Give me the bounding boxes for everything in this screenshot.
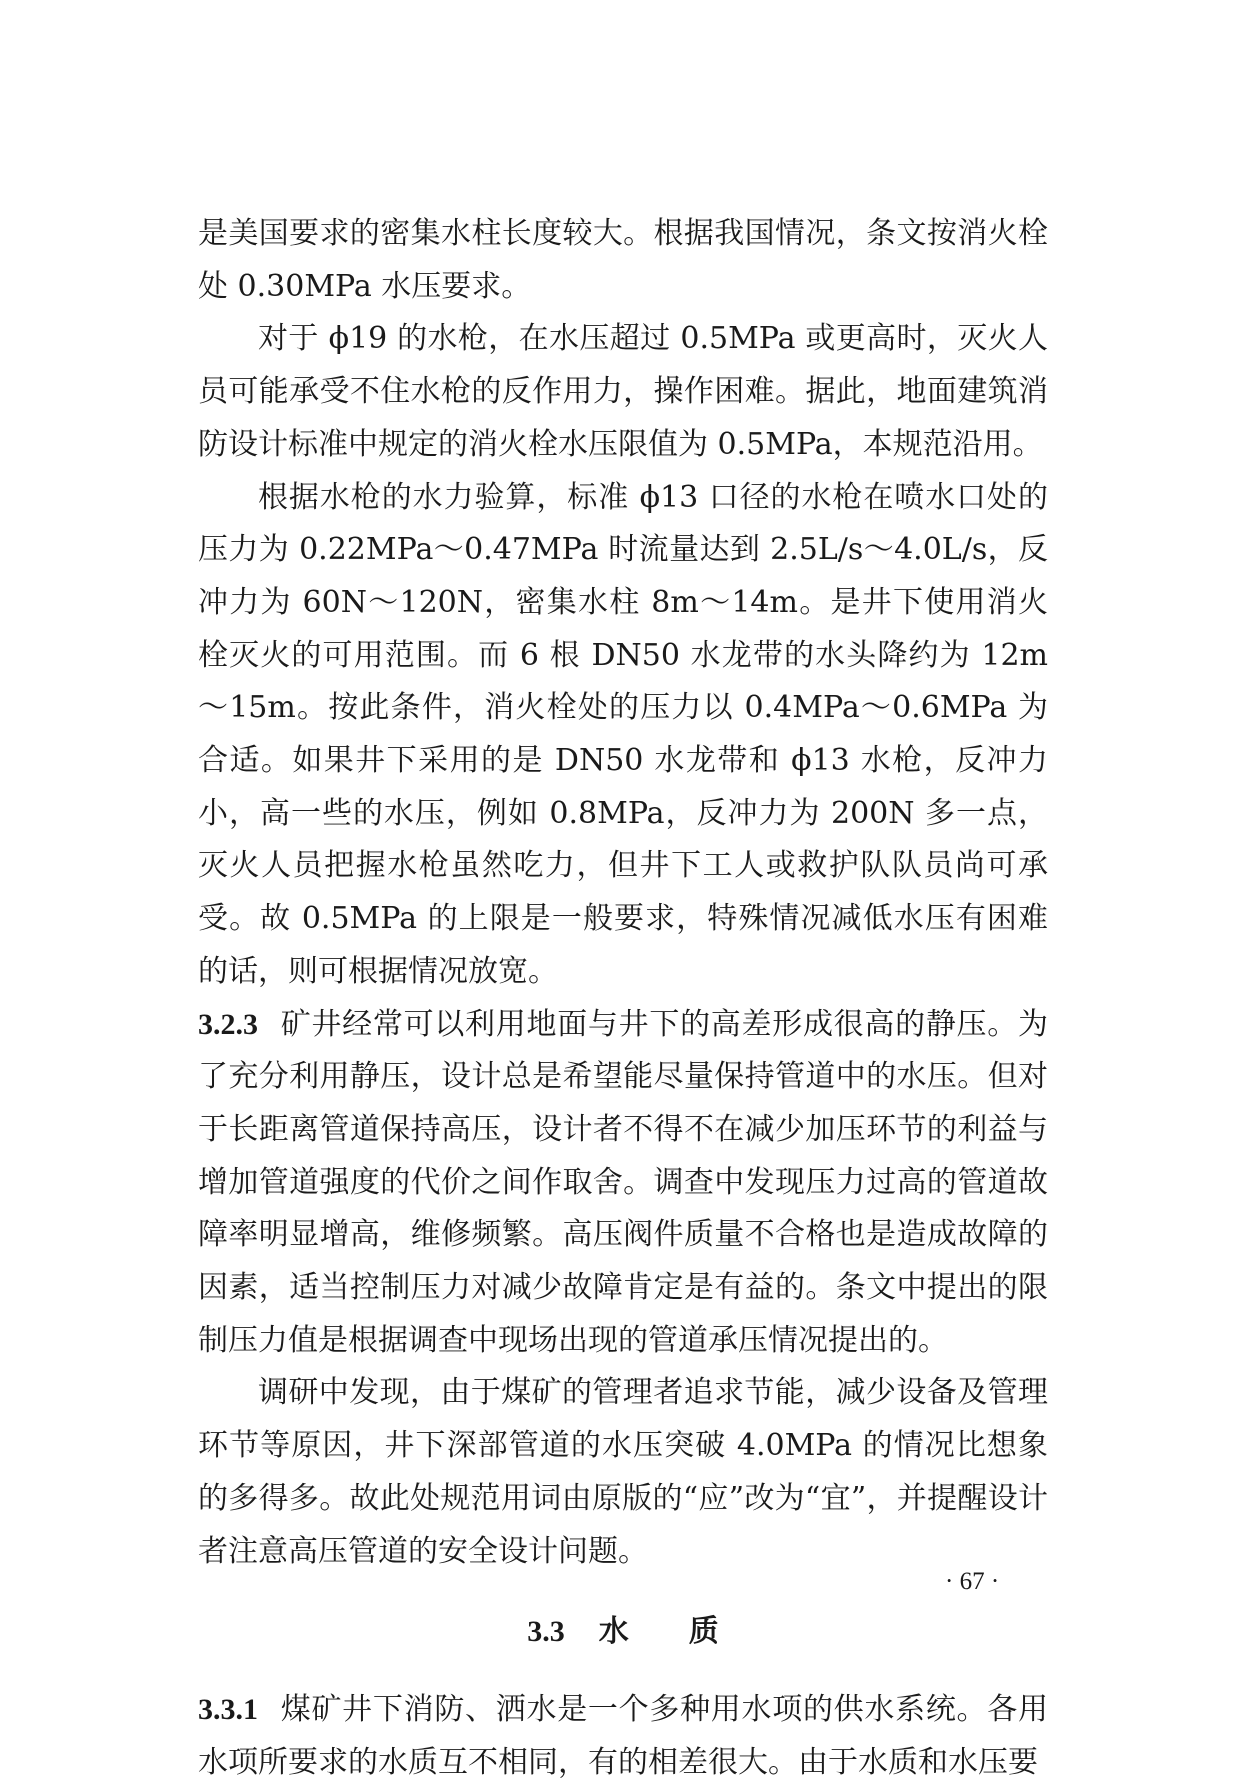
clause-3-2-3	[198, 999, 1048, 1368]
page-number: · 67 ·	[945, 1568, 1000, 1595]
paragraph-nozzle-19: 对于 ϕ19 的水枪，在水压超过 0.5MPa 或更高时，灭火人员可能承受不住水枪的反作用力，操作困难。据此，地面建筑消防设计标准中规定的消火栓水压限值为 0.5MPa，本规范沿用。	[198, 321, 1048, 462]
body-text	[198, 208, 1048, 1790]
section-number: 3.3	[527, 1615, 565, 1649]
section-heading-3-3	[198, 1606, 1048, 1658]
clause-3-2-3-text: 矿井经常可以利用地面与井下的高差形成很高的静压。为了充分利用静压，设计总是希望能尽量保持管道中的水压。但对于长距离管道保持高压，设计者不得不在减少加压环节的利益与增加管道强度的代价之间作取舍。调查中发现压力过高的管道故障率明显增高，维修频繁。高压阀件质量不合格也是造成故障的因素，适当控制压力对减少故障肯定是有益的。条文中提出的限制压力值是根据调查中现场出现的管道承压情况提出的。	[198, 1006, 1048, 1358]
clause-3-2-3-number: 3.2.3	[198, 1007, 258, 1041]
paragraph-nozzle-13-calculation: 根据水枪的水力验算，标准 ϕ13 口径的水枪在喷水口处的压力为 0.22MPa～0.47MPa 时流量达到 2.5L/s～4.0L/s，反冲力为 60N～120N，密集水柱 8m～14m。是井下使用消火栓灭火的可用范围。而 6 根 DN50 水龙带的水头降约为 12m～15m。按此条件，消火栓处的压力以 0.4MPa～0.6MPa 为合适。如果井下采用的是 DN50 水龙带和 ϕ13 水枪，反冲力小，高一些的水压，例如 0.8MPa，反冲力为 200N 多一点，灭火人员把握水枪虽然吃力，但井下工人或救护队队员尚可承受。故 0.5MPa 的上限是一般要求，特殊情况减低水压有困难的话，则可根据情况放宽。	[198, 479, 1048, 989]
paragraph-research-findings: 调研中发现，由于煤矿的管理者追求节能，减少设备及管理环节等原因，井下深部管道的水压突破 4.0MPa 的情况比想象的多得多。故此处规范用词由原版的“应”改为“宜”，并提醒设计者注意高压管道的安全设计问题。	[198, 1375, 1048, 1569]
clause-3-3-1	[198, 1684, 1048, 1789]
section-title: 水质	[598, 1614, 779, 1650]
paragraph-water-pressure-requirement: 是美国要求的密集水柱长度较大。根据我国情况，条文按消火栓处 0.30MPa 水压要求。	[198, 216, 1048, 304]
clause-3-3-1-text: 煤矿井下消防、洒水是一个多种用水项的供水系统。各用水项所要求的水质互不相同，有的相差很大。由于水质和水压要	[198, 1692, 1048, 1780]
clause-3-3-1-number: 3.3.1	[198, 1693, 258, 1727]
